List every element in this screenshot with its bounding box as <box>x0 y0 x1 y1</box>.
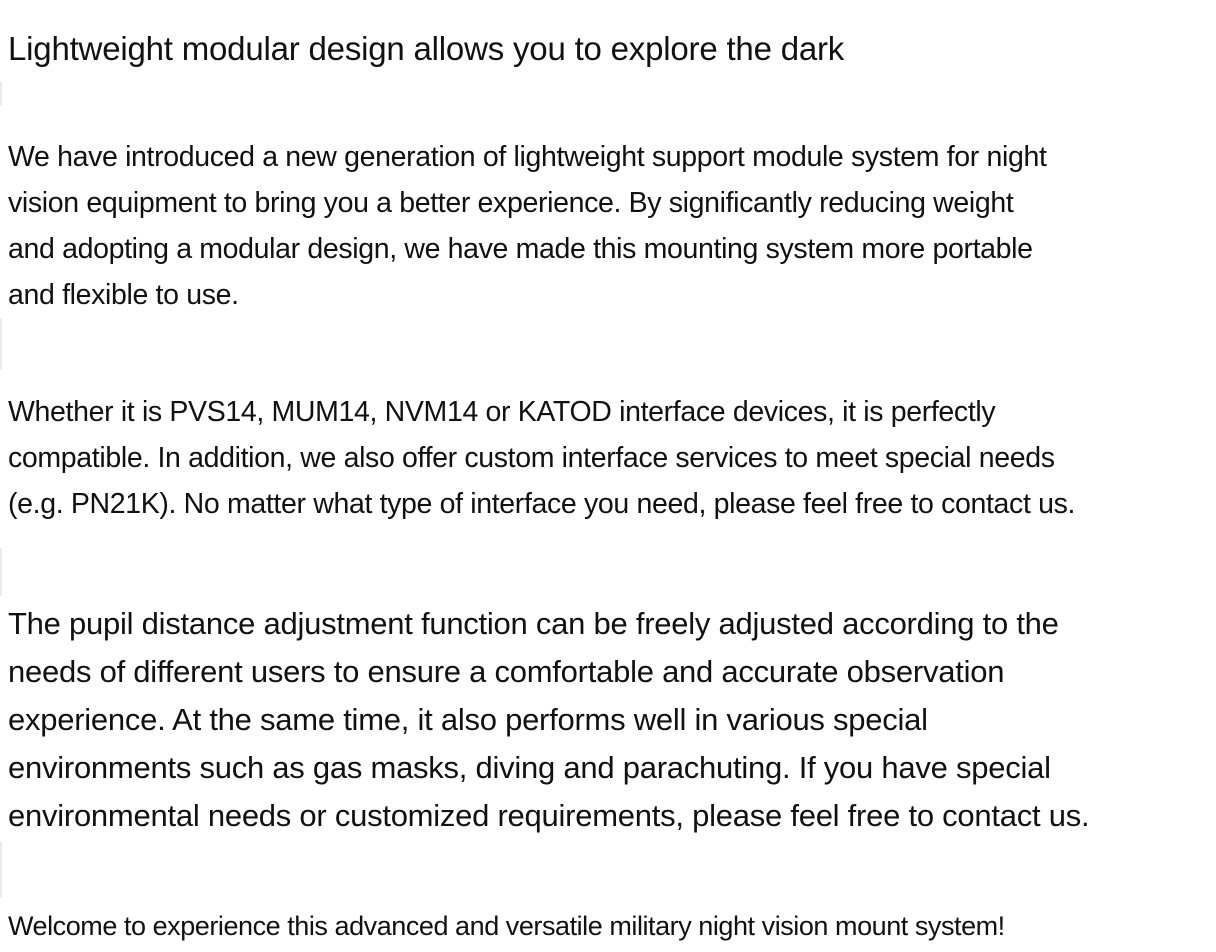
paragraph-line: needs of different users to ensure a comfortable and accurate observation <box>8 654 1005 689</box>
paragraph-line: and adopting a modular design, we have made this mounting system more portable <box>8 233 1033 265</box>
paragraph-line: environmental needs or customized requirements, please feel free to contact us. <box>8 798 1090 833</box>
paragraph-line: Whether it is PVS14, MUM14, NVM14 or KATOD interface devices, it is perfectly <box>8 396 996 428</box>
paragraph-line: and flexible to use. <box>8 279 239 311</box>
left-edge-divider <box>0 318 2 370</box>
paragraph-line: Welcome to experience this advanced and versatile military night vision mount system! <box>8 911 1005 941</box>
paragraph-line: vision equipment to bring you a better experience. By significantly reducing weight <box>8 187 1014 219</box>
page-heading: Lightweight modular design allows you to explore the dark <box>8 30 845 67</box>
paragraph-line: We have introduced a new generation of lightweight support module system for night <box>8 141 1047 173</box>
paragraph-line: The pupil distance adjustment function can be freely adjusted according to the <box>8 606 1059 641</box>
paragraph-lightweight-system <box>8 134 1047 318</box>
paragraph-line: experience. At the same time, it also performs well in various special <box>8 702 928 737</box>
paragraph-welcome <box>8 903 1005 949</box>
left-edge-divider <box>0 82 2 106</box>
left-edge-divider <box>0 548 2 596</box>
paragraph-pupil-distance <box>8 600 1089 840</box>
paragraph-line: (e.g. PN21K). No matter what type of interface you need, please feel free to contact us. <box>8 488 1076 520</box>
paragraph-line: compatible. In addition, we also offer custom interface services to meet special needs <box>8 442 1055 474</box>
left-edge-divider <box>0 842 2 898</box>
paragraph-interface-compatibility <box>8 389 1075 527</box>
paragraph-line: environments such as gas masks, diving and parachuting. If you have special <box>8 750 1051 785</box>
